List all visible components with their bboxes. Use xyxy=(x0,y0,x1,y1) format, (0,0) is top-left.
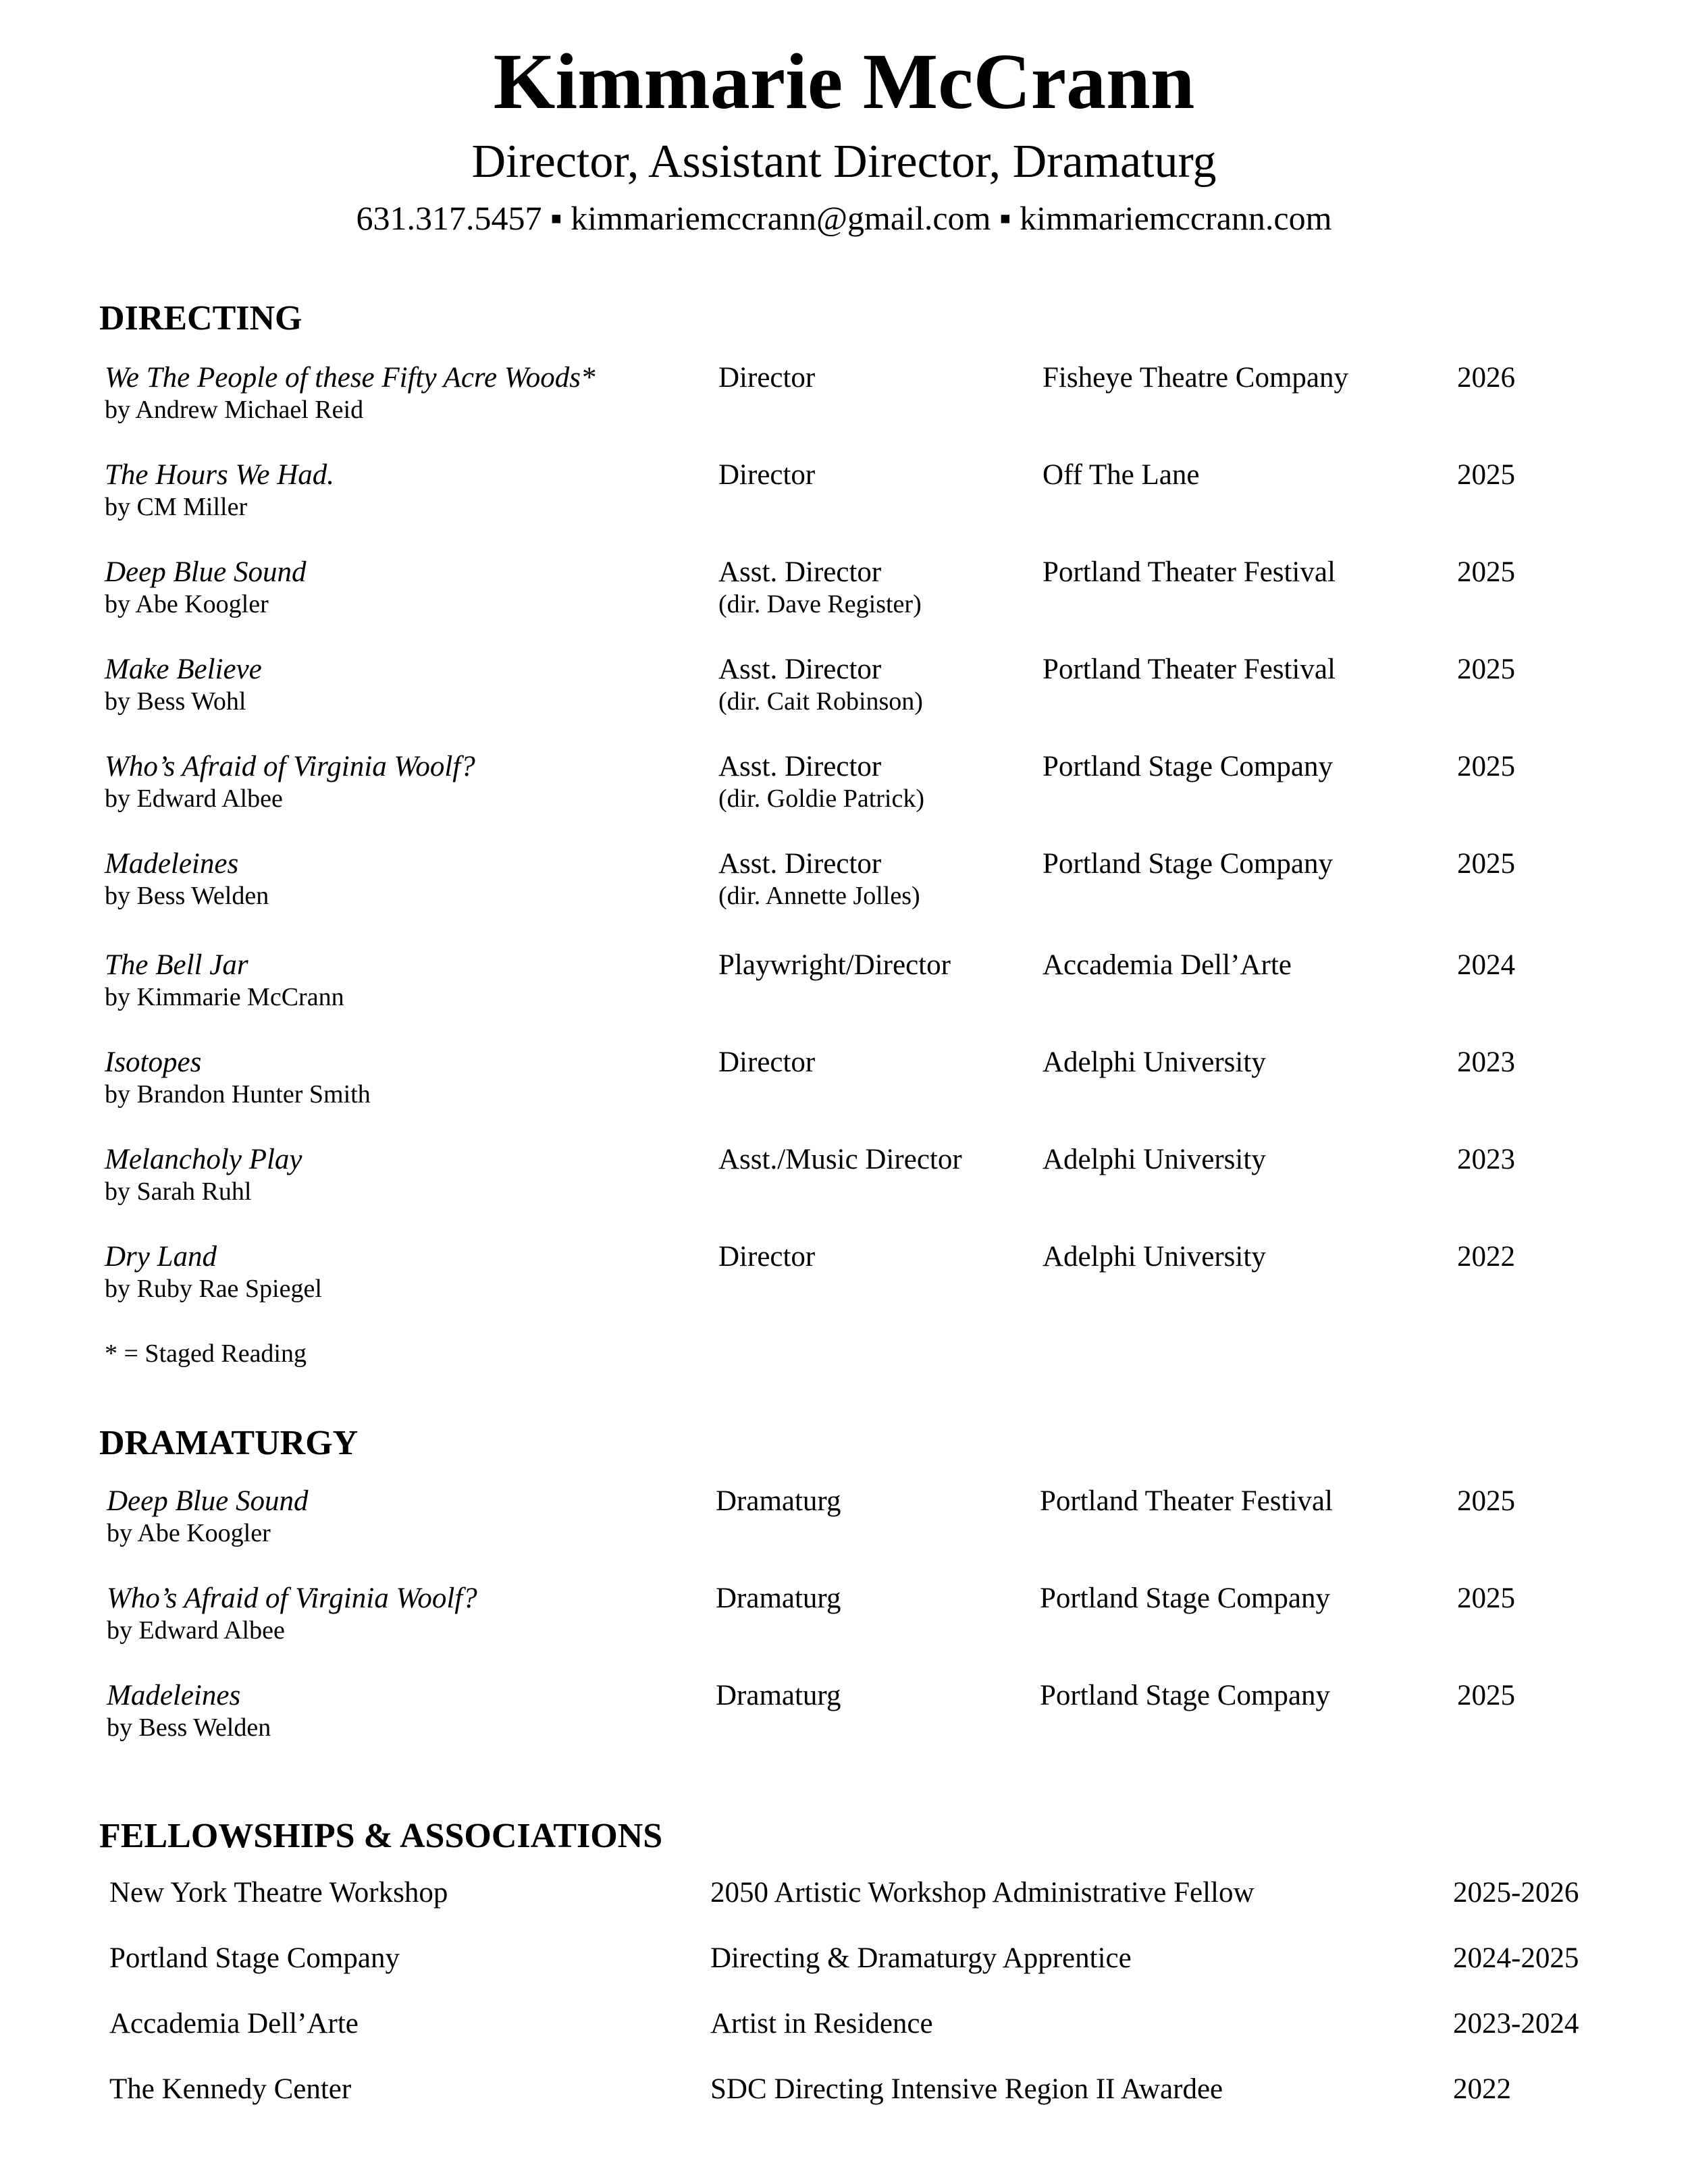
playwright: by Edward Albee xyxy=(107,1616,285,1645)
position: Artist in Residence xyxy=(710,2008,933,2040)
year: 2025 xyxy=(1457,459,1515,491)
year: 2023 xyxy=(1457,1046,1515,1078)
role-note: (dir. Goldie Patrick) xyxy=(718,784,924,813)
year: 2025 xyxy=(1457,751,1515,782)
dramaturgy-entry xyxy=(0,1487,1688,1561)
production-title: Deep Blue Sound xyxy=(105,556,307,588)
year: 2025 xyxy=(1457,1582,1515,1614)
role: Asst. Director xyxy=(718,751,882,782)
directing-heading: DIRECTING xyxy=(99,299,302,338)
role-note: (dir. Annette Jolles) xyxy=(718,882,920,910)
venue: Portland Stage Company xyxy=(1040,1582,1330,1614)
year: 2025 xyxy=(1457,1485,1515,1517)
directing-entry xyxy=(0,1242,1688,1316)
venue: Adelphi University xyxy=(1043,1046,1266,1078)
fellowship-row xyxy=(0,2075,1688,2115)
directing-entry xyxy=(0,1145,1688,1219)
production-title: The Bell Jar xyxy=(105,949,248,981)
directing-entry xyxy=(0,752,1688,826)
role: Dramaturg xyxy=(716,1680,841,1711)
dramaturgy-entry xyxy=(0,1584,1688,1658)
playwright: by Edward Albee xyxy=(105,784,283,813)
contact-line: 631.317.5457 ▪ kimmariemccrann@gmail.com ▪ kimmariemccrann.com xyxy=(356,199,1332,237)
resume-subtitle: Director, Assistant Director, Dramaturg xyxy=(471,136,1217,188)
playwright: by CM Miller xyxy=(105,493,248,521)
directing-entry xyxy=(0,655,1688,729)
production-title: The Hours We Had. xyxy=(105,459,335,491)
organization: Accademia Dell’Arte xyxy=(109,2008,359,2040)
production-title: Dry Land xyxy=(105,1241,217,1273)
year: 2025 xyxy=(1457,654,1515,685)
playwright: by Abe Koogler xyxy=(105,590,269,618)
playwright: by Andrew Michael Reid xyxy=(105,396,364,424)
directing-entry xyxy=(0,460,1688,535)
fellowship-row xyxy=(0,2009,1688,2050)
production-title: Make Believe xyxy=(105,654,262,685)
venue: Adelphi University xyxy=(1043,1241,1266,1273)
organization: The Kennedy Center xyxy=(109,2073,352,2105)
role: Dramaturg xyxy=(716,1582,841,1614)
organization: New York Theatre Workshop xyxy=(109,1877,448,1909)
staged-reading-footnote: * = Staged Reading xyxy=(105,1339,307,1368)
role: Director xyxy=(718,459,816,491)
venue: Fisheye Theatre Company xyxy=(1043,362,1348,394)
role: Asst. Director xyxy=(718,556,882,588)
years: 2023-2024 xyxy=(1453,2008,1579,2040)
playwright: by Bess Wohl xyxy=(105,687,246,716)
playwright: by Kimmarie McCrann xyxy=(105,983,344,1011)
playwright: by Bess Welden xyxy=(105,882,269,910)
playwright: by Ruby Rae Spiegel xyxy=(105,1275,322,1303)
role-note: (dir. Dave Register) xyxy=(718,590,922,618)
role: Asst. Director xyxy=(718,848,882,880)
year: 2025 xyxy=(1457,848,1515,880)
playwright: by Sarah Ruhl xyxy=(105,1177,252,1206)
position: SDC Directing Intensive Region II Awardee xyxy=(710,2073,1223,2105)
role: Playwright/Director xyxy=(718,949,951,981)
production-title: Who’s Afraid of Virginia Woolf? xyxy=(107,1582,477,1614)
playwright: by Bess Welden xyxy=(107,1713,271,1742)
production-title: Melancholy Play xyxy=(105,1144,302,1175)
venue: Portland Theater Festival xyxy=(1040,1485,1333,1517)
fellowships-heading: FELLOWSHIPS & ASSOCIATIONS xyxy=(99,1817,663,1855)
production-title: We The People of these Fifty Acre Woods* xyxy=(105,362,596,394)
role: Asst. Director xyxy=(718,654,882,685)
venue: Portland Stage Company xyxy=(1043,848,1333,880)
directing-entry xyxy=(0,951,1688,1025)
role: Director xyxy=(718,362,816,394)
role: Asst./Music Director xyxy=(718,1144,962,1175)
venue: Portland Theater Festival xyxy=(1043,556,1336,588)
dramaturgy-heading: DRAMATURGY xyxy=(99,1424,359,1462)
role: Director xyxy=(718,1241,816,1273)
role: Director xyxy=(718,1046,816,1078)
playwright: by Brandon Hunter Smith xyxy=(105,1080,371,1109)
role-note: (dir. Cait Robinson) xyxy=(718,687,923,716)
venue: Portland Theater Festival xyxy=(1043,654,1336,685)
year: 2025 xyxy=(1457,1680,1515,1711)
resume-name: Kimmarie McCrann xyxy=(493,37,1195,126)
directing-entry xyxy=(0,1048,1688,1122)
production-title: Madeleines xyxy=(107,1680,241,1711)
years: 2025-2026 xyxy=(1453,1877,1579,1909)
year: 2023 xyxy=(1457,1144,1515,1175)
position: 2050 Artistic Workshop Administrative Fellow xyxy=(710,1877,1255,1909)
venue: Adelphi University xyxy=(1043,1144,1266,1175)
directing-entry xyxy=(0,558,1688,632)
venue: Accademia Dell’Arte xyxy=(1043,949,1292,981)
fellowship-row xyxy=(0,1944,1688,1984)
production-title: Madeleines xyxy=(105,848,239,880)
year: 2024 xyxy=(1457,949,1515,981)
position: Directing & Dramaturgy Apprentice xyxy=(710,1942,1132,1974)
organization: Portland Stage Company xyxy=(109,1942,400,1974)
production-title: Who’s Afraid of Virginia Woolf? xyxy=(105,751,475,782)
directing-entry xyxy=(0,849,1688,924)
venue: Portland Stage Company xyxy=(1040,1680,1330,1711)
year: 2026 xyxy=(1457,362,1515,394)
directing-entry xyxy=(0,363,1688,437)
playwright: by Abe Koogler xyxy=(107,1519,271,1547)
venue: Portland Stage Company xyxy=(1043,751,1333,782)
production-title: Deep Blue Sound xyxy=(107,1485,309,1517)
role: Dramaturg xyxy=(716,1485,841,1517)
years: 2022 xyxy=(1453,2073,1511,2105)
fellowship-row xyxy=(0,1878,1688,1919)
year: 2025 xyxy=(1457,556,1515,588)
production-title: Isotopes xyxy=(105,1046,202,1078)
years: 2024-2025 xyxy=(1453,1942,1579,1974)
year: 2022 xyxy=(1457,1241,1515,1273)
dramaturgy-entry xyxy=(0,1681,1688,1755)
venue: Off The Lane xyxy=(1043,459,1200,491)
